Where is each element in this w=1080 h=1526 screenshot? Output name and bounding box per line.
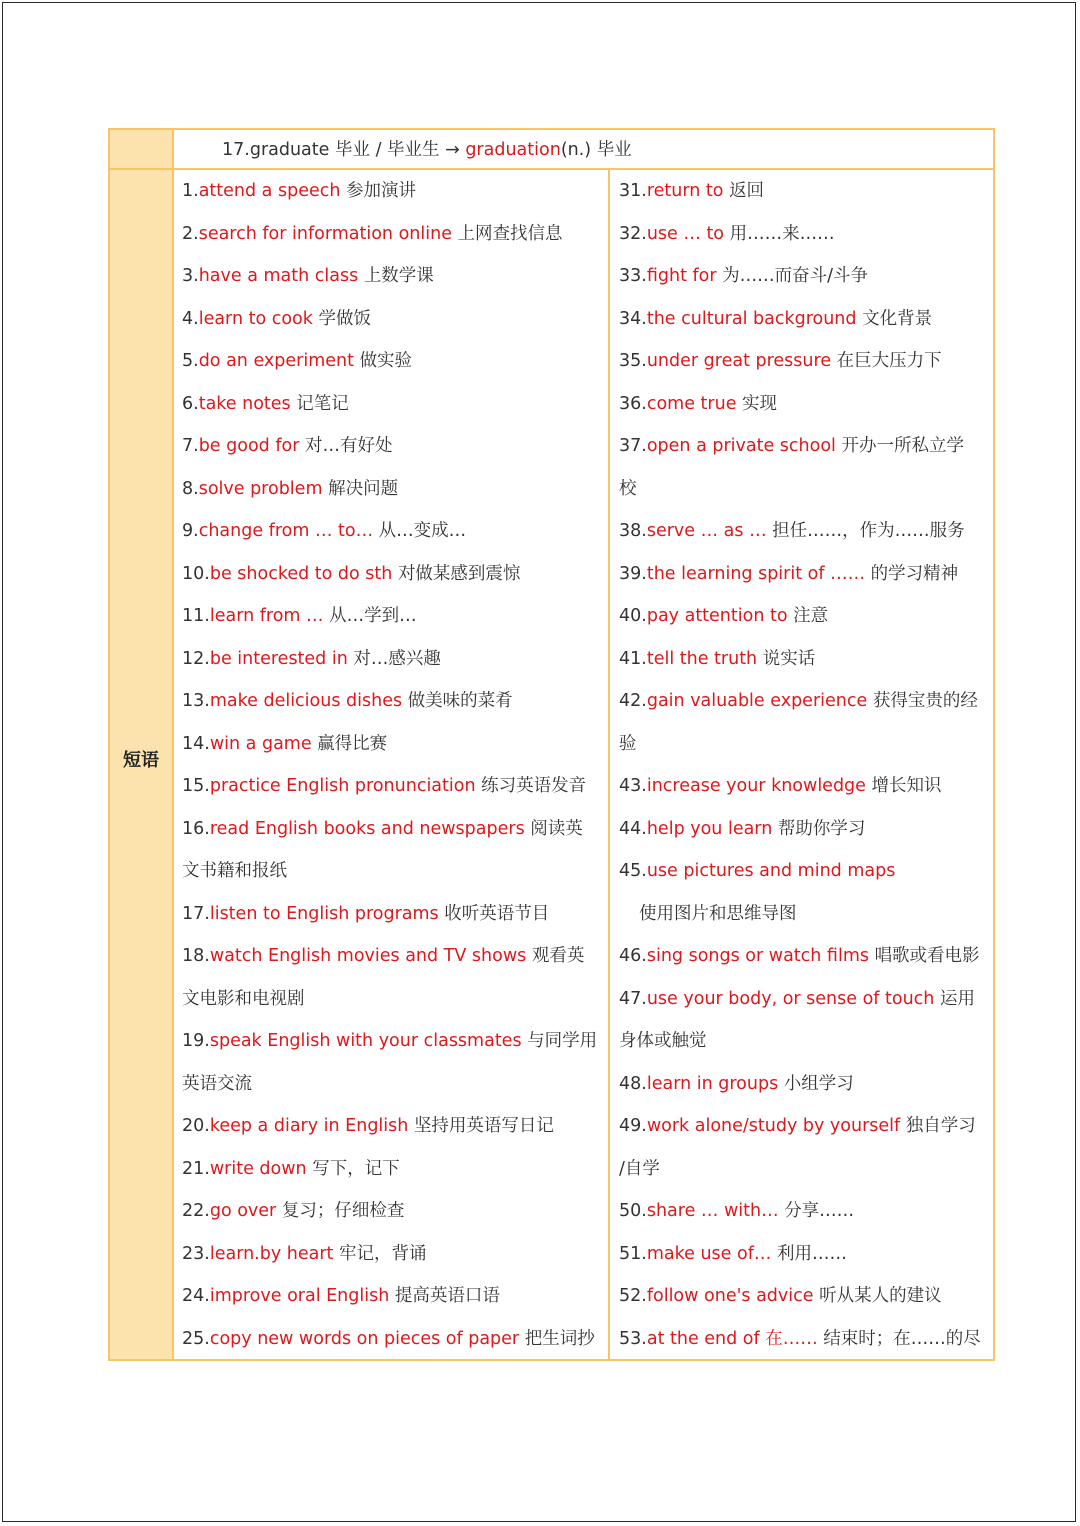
phrase-english: read English books and newspapers <box>209 818 525 839</box>
phrase-english: the cultural background <box>646 308 857 329</box>
phrase-number: 19. <box>182 1031 210 1051</box>
phrase-item <box>182 340 604 383</box>
phrase-continuation <box>619 893 991 936</box>
phrase-chinese: 文化背景 <box>862 308 933 329</box>
phrase-english: change from … to… <box>198 521 374 541</box>
phrase-number: 39. <box>619 563 647 584</box>
phrase-number: 53. <box>619 1328 647 1349</box>
phrase-chinese: 做实验 <box>359 351 413 371</box>
phrase-english: speak English with your classmates <box>209 1031 522 1051</box>
phrase-number: 43. <box>619 776 647 796</box>
phrase-number: 50. <box>619 1201 647 1221</box>
phrase-chinese: 阅读英 <box>530 818 583 839</box>
phrase-english: the learning spirit of …… <box>646 563 866 584</box>
label-column <box>110 130 174 1359</box>
phrase-number: 47. <box>619 988 647 1009</box>
phrase-item <box>619 680 991 723</box>
phrase-chinese: 参加演讲 <box>346 181 417 201</box>
phrase-number: 4. <box>182 308 199 329</box>
phrase-number: 8. <box>182 478 199 499</box>
phrase-item <box>619 1233 991 1276</box>
phrase-item <box>182 383 604 426</box>
phrase-english: write down <box>209 1158 307 1179</box>
phrase-number: 10. <box>182 563 210 584</box>
phrase-number: 25. <box>182 1328 210 1349</box>
phrase-number: 46. <box>619 946 647 966</box>
phrase-english: come true <box>646 393 737 414</box>
phrase-number: 20. <box>182 1116 210 1136</box>
phrase-chinese: 担任……，作为……服务 <box>772 521 965 541</box>
phrase-continuation <box>619 1020 991 1063</box>
phrase-item <box>182 765 604 808</box>
phrase-chinese: 独自学习 <box>905 1116 976 1136</box>
phrase-item <box>182 1190 604 1233</box>
phrase-item <box>182 1105 604 1148</box>
phrase-item <box>619 638 991 681</box>
phrase-chinese: 为……而奋斗/斗争 <box>722 266 869 286</box>
phrase-item <box>619 808 991 851</box>
phrase-english: watch English movies and TV shows <box>209 946 527 966</box>
phrase-chinese: 解决问题 <box>328 478 399 499</box>
phrase-english: win a game <box>209 733 312 754</box>
phrase-english: learn to cook <box>198 308 313 329</box>
phrase-item <box>619 1190 991 1233</box>
phrase-chinese: 实现 <box>742 393 778 414</box>
phrase-number: 24. <box>182 1286 210 1306</box>
phrase-number: 6. <box>182 393 199 414</box>
phrase-continuation <box>182 850 604 893</box>
phrase-chinese: 利用…… <box>776 1243 847 1264</box>
phrase-item <box>182 595 604 638</box>
phrase-chinese: 坚持用英语写日记 <box>413 1116 554 1136</box>
phrase-number: 38. <box>619 521 647 541</box>
phrase-number: 36. <box>619 393 647 414</box>
phrase-number: 7. <box>182 436 199 456</box>
phrase-number: 12. <box>182 648 210 669</box>
column-divider <box>608 170 610 1359</box>
header-pos: (n.) <box>560 140 592 160</box>
phrase-chinese: 观看英 <box>531 946 585 966</box>
phrase-continuation <box>619 468 991 511</box>
phrase-chinese: 对做某感到震惊 <box>397 563 521 584</box>
phrase-chinese: 唱歌或看电影 <box>874 946 980 966</box>
phrase-number: 13. <box>182 691 210 711</box>
phrase-english: sing songs or watch films <box>646 946 869 966</box>
phrase-chinese: /自学 <box>619 1158 660 1179</box>
phrase-number: 23. <box>182 1243 210 1264</box>
phrase-chinese: 说实话 <box>762 648 816 669</box>
phrase-chinese: 结束时；在……的尽 <box>823 1328 981 1349</box>
phrase-english: make use of… <box>646 1243 772 1264</box>
phrase-chinese: 听从某人的建议 <box>819 1286 942 1306</box>
phrase-chinese: 从…学到… <box>329 606 417 626</box>
phrase-chinese: 在巨大压力下 <box>836 351 942 371</box>
phrase-item <box>182 213 604 256</box>
phrase-number: 18. <box>182 946 210 966</box>
phrase-chinese: 记笔记 <box>296 393 349 414</box>
phrase-english: use your body, or sense of touch <box>646 988 935 1009</box>
phrase-number: 52. <box>619 1286 647 1306</box>
phrase-number: 33. <box>619 266 647 286</box>
phrase-english: search for information online <box>198 223 452 244</box>
phrase-chinese: 对…有好处 <box>304 436 393 456</box>
phrase-item <box>182 1148 604 1191</box>
phrase-table <box>108 128 995 1361</box>
phrase-item <box>619 850 991 893</box>
phrase-number: 44. <box>619 818 647 839</box>
phrase-number: 51. <box>619 1243 647 1264</box>
header-derived-word: graduation <box>465 140 561 160</box>
phrase-english: use … to <box>646 223 725 244</box>
phrase-english: tell the truth <box>646 648 758 669</box>
phrase-chinese: 获得宝贵的经 <box>872 691 978 711</box>
phrase-chinese: 用……来…… <box>729 223 835 244</box>
phrase-item <box>619 1063 991 1106</box>
phrase-english: learn in groups <box>646 1073 779 1094</box>
phrase-chinese: 对…感兴趣 <box>353 648 441 669</box>
phrase-english: improve oral English <box>209 1286 390 1306</box>
phrase-english: use pictures and mind maps <box>646 861 896 881</box>
phrase-english: keep a diary in English <box>209 1116 409 1136</box>
phrase-number: 32. <box>619 223 647 244</box>
phrase-chinese: 写下，记下 <box>312 1158 400 1179</box>
phrase-number: 22. <box>182 1201 210 1221</box>
phrase-number: 16. <box>182 818 210 839</box>
phrase-chinese: 校 <box>619 478 637 499</box>
phrase-item <box>619 383 991 426</box>
section-label: 短语 <box>123 750 159 771</box>
phrase-english: return to <box>646 181 724 201</box>
phrase-number: 2. <box>182 223 199 244</box>
phrase-english: learn.by heart <box>209 1243 334 1264</box>
phrase-item <box>182 1275 604 1318</box>
phrase-chinese: 身体或触觉 <box>619 1031 707 1051</box>
phrase-item <box>619 425 991 468</box>
phrase-number: 31. <box>619 181 647 201</box>
phrase-english: fight for <box>646 266 717 286</box>
phrase-item <box>182 638 604 681</box>
phrase-english: share … with… <box>646 1201 779 1221</box>
right-column <box>619 170 991 1360</box>
phrase-english: do an experiment <box>198 351 354 371</box>
phrase-item <box>182 1233 604 1276</box>
phrase-item <box>182 935 604 978</box>
phrase-english: be interested in <box>209 648 348 669</box>
phrase-number: 1. <box>182 181 199 201</box>
phrase-number: 35. <box>619 351 647 371</box>
phrase-number: 14. <box>182 733 210 754</box>
phrase-item <box>619 595 991 638</box>
phrase-item <box>182 893 604 936</box>
header-zh: 毕业 / 毕业生 → <box>335 140 460 160</box>
phrase-item <box>182 468 604 511</box>
phrase-item <box>619 935 991 978</box>
phrase-number: 42. <box>619 691 647 711</box>
phrase-number: 48. <box>619 1073 647 1094</box>
phrase-number: 15. <box>182 776 210 796</box>
phrase-english: be good for <box>198 436 300 456</box>
phrase-chinese: 上网查找信息 <box>457 223 563 244</box>
phrase-english: copy new words on pieces of paper <box>209 1328 520 1349</box>
phrase-english: pay attention to <box>646 606 788 626</box>
phrase-item <box>619 1105 991 1148</box>
phrase-continuation <box>619 723 991 766</box>
phrase-chinese: 上数学课 <box>363 266 434 286</box>
phrase-number: 40. <box>619 606 647 626</box>
phrase-english: attend a speech <box>198 181 341 201</box>
phrase-number: 21. <box>182 1158 210 1179</box>
phrase-english: increase your knowledge <box>646 776 866 796</box>
phrase-english: open a private school <box>646 436 836 456</box>
phrase-chinese: 分享…… <box>784 1201 855 1221</box>
phrase-continuation <box>182 1063 604 1106</box>
phrase-item <box>619 553 991 596</box>
phrase-number: 41. <box>619 648 647 669</box>
phrase-chinese: 帮助你学习 <box>777 818 866 839</box>
phrase-item <box>619 765 991 808</box>
phrase-chinese: 学做饭 <box>318 308 371 329</box>
phrase-english: practice English pronunciation <box>209 776 476 796</box>
phrase-english: help you learn <box>646 818 773 839</box>
phrase-number: 45. <box>619 861 647 881</box>
phrase-chinese: 收听英语节目 <box>444 903 550 924</box>
phrase-item <box>619 298 991 341</box>
phrase-chinese: 验 <box>619 733 637 754</box>
phrase-item <box>182 298 604 341</box>
phrase-chinese: 增长知识 <box>871 776 942 796</box>
phrase-item <box>182 808 604 851</box>
phrase-chinese: 做美味的菜肴 <box>407 691 513 711</box>
phrase-chinese: 提高英语口语 <box>394 1286 500 1306</box>
phrase-english: work alone/study by yourself <box>646 1116 901 1136</box>
phrase-chinese: 从…变成… <box>378 521 467 541</box>
phrase-chinese: 小组学习 <box>783 1073 854 1094</box>
phrase-item <box>182 425 604 468</box>
phrase-number: 49. <box>619 1116 647 1136</box>
phrase-item <box>182 1020 604 1063</box>
phrase-item <box>619 255 991 298</box>
phrase-number: 3. <box>182 266 199 286</box>
phrase-item <box>182 680 604 723</box>
phrase-english: under great pressure <box>646 351 832 371</box>
phrase-english: have a math class <box>198 266 359 286</box>
phrase-item <box>182 553 604 596</box>
phrase-chinese: 开办一所私立学 <box>841 436 964 456</box>
phrase-item <box>619 978 991 1021</box>
phrase-item <box>182 255 604 298</box>
phrase-chinese: 英语交流 <box>182 1073 252 1094</box>
phrase-english: be shocked to do sth <box>209 563 393 584</box>
phrase-chinese: 使用图片和思维导图 <box>639 903 797 924</box>
header-word: 17.graduate <box>222 140 330 160</box>
phrase-chinese: 注意 <box>793 606 829 626</box>
phrase-number: 37. <box>619 436 647 456</box>
phrase-chinese: 返回 <box>729 181 765 201</box>
phrase-chinese: 复习；仔细检查 <box>281 1201 405 1221</box>
phrase-english: gain valuable experience <box>646 691 868 711</box>
phrase-continuation <box>182 978 604 1021</box>
phrase-item <box>182 170 604 213</box>
header-zh-2: 毕业 <box>596 140 632 160</box>
phrase-item <box>619 170 991 213</box>
phrase-english: take notes <box>198 393 291 414</box>
phrase-item <box>619 510 991 553</box>
phrase-chinese: 文电影和电视剧 <box>182 988 305 1009</box>
phrase-chinese: 的学习精神 <box>870 563 959 584</box>
phrase-number: 5. <box>182 351 199 371</box>
phrase-number: 11. <box>182 606 210 626</box>
phrase-english: make delicious dishes <box>209 691 403 711</box>
phrase-chinese: 赢得比赛 <box>317 733 388 754</box>
phrase-english: listen to English programs <box>209 903 439 924</box>
phrase-item <box>619 213 991 256</box>
phrase-chinese: 与同学用 <box>527 1031 598 1051</box>
phrase-item <box>182 723 604 766</box>
phrase-english: solve problem <box>198 478 323 499</box>
phrase-chinese: 练习英语发音 <box>481 776 587 796</box>
left-column <box>182 170 604 1360</box>
phrase-english: follow one's advice <box>646 1286 814 1306</box>
phrase-item <box>182 510 604 553</box>
phrase-item <box>182 1318 604 1361</box>
header-row <box>222 135 982 165</box>
phrase-english: at the end of 在…… <box>646 1328 818 1349</box>
phrase-english: learn from … <box>209 606 324 626</box>
phrase-english: serve … as … <box>646 521 767 541</box>
phrase-item <box>619 340 991 383</box>
phrase-item <box>619 1318 991 1361</box>
phrase-item <box>619 1275 991 1318</box>
phrase-number: 17. <box>182 903 210 924</box>
phrase-number: 9. <box>182 521 199 541</box>
phrase-continuation <box>619 1148 991 1191</box>
phrase-english: go over <box>209 1201 277 1221</box>
phrase-chinese: 运用 <box>939 988 975 1009</box>
phrase-chinese: 文书籍和报纸 <box>182 861 287 881</box>
phrase-number: 34. <box>619 308 647 329</box>
phrase-chinese: 把生词抄 <box>524 1328 595 1349</box>
phrase-chinese: 牢记，背诵 <box>338 1243 427 1264</box>
